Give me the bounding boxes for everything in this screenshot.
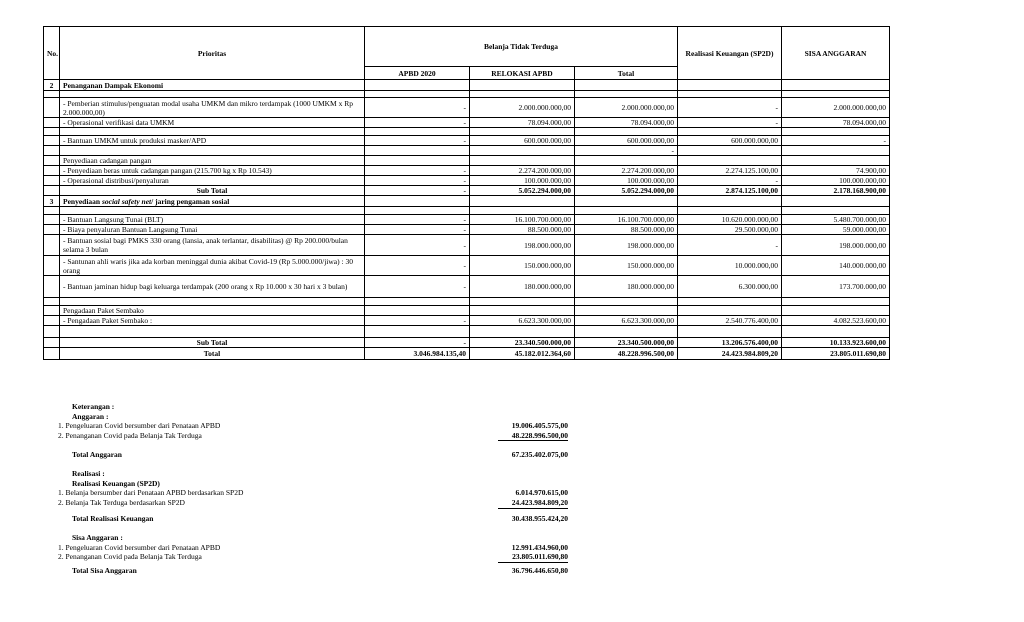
cell-relokasi: 23.340.500.000,00	[470, 338, 575, 348]
cell-relokasi: 198.000.000,00	[470, 235, 575, 256]
header-realisasi: Realisasi Keuangan (SP2D)	[678, 27, 782, 80]
cell-sisa: 5.480.700.000,00	[782, 215, 890, 225]
realisasi-sp2d-heading: Realisasi Keuangan (SP2D)	[72, 478, 160, 488]
table-row	[44, 225, 890, 235]
cell-apbd: -	[365, 186, 470, 196]
subtotal-label: Sub Total	[60, 186, 365, 196]
table-row	[44, 98, 890, 118]
header-sisa-anggaran: SISA ANGGARAN	[782, 27, 890, 80]
section-title: Penyediaan social safety net/ jaring pengaman sosial	[60, 196, 365, 207]
total-sisa-value: 36.796.446.650,80	[511, 565, 568, 575]
cell-relokasi: 6.623.300.000,00	[470, 316, 575, 326]
cell-total: 48.228.996.500,00	[575, 348, 678, 360]
total-sisa-label: Total Sisa Anggaran	[72, 565, 137, 575]
cell-sisa: 100.000.000,00	[782, 176, 890, 186]
cell-apbd: 3.046.984.135,40	[365, 348, 470, 360]
header-total: Total	[575, 67, 678, 80]
total-anggaran-label: Total Anggaran	[72, 449, 122, 459]
cell-sisa: 10.133.923.600,00	[782, 338, 890, 348]
cell-total: 88.500.000,00	[575, 225, 678, 235]
row-desc: - Biaya penyaluran Bantuan Langsung Tunai	[60, 225, 365, 235]
cell-apbd: -	[365, 98, 470, 118]
cell-relokasi: 2.274.200.000,00	[470, 166, 575, 176]
cell-apbd: -	[365, 338, 470, 348]
table-row	[44, 136, 890, 146]
cell-sisa: 2.178.168.900,00	[782, 186, 890, 196]
cell-total: 5.052.294.000,00	[575, 186, 678, 196]
note-line: 2. Penanganan Covid pada Belanja Tak Terduga	[58, 552, 202, 562]
cell-total: 180.000.000,00	[575, 276, 678, 298]
note-value: 19.006.405.575,00	[511, 421, 568, 431]
table-row	[44, 176, 890, 186]
grand-total-row	[44, 348, 890, 360]
section-title: Penanganan Dampak Ekonomi	[60, 80, 365, 91]
cell-apbd: -	[365, 166, 470, 176]
row-desc: - Bantuan Langsung Tunai (BLT)	[60, 215, 365, 225]
anggaran-heading: Anggaran :	[72, 411, 109, 421]
section-row	[44, 196, 890, 207]
cell-relokasi: 45.182.012.364,60	[470, 348, 575, 360]
cell-realisasi: 600.000.000,00	[678, 136, 782, 146]
row-desc: Penyediaan cadangan pangan	[60, 156, 365, 166]
budget-table	[43, 26, 890, 360]
note-value: 24.423.984.809,20	[498, 498, 568, 509]
cell-sisa: 173.700.000,00	[782, 276, 890, 298]
note-line: 1. Pengeluaran Covid bersumber dari Penataan APBD	[58, 542, 221, 552]
cell-total: 23.340.500.000,00	[575, 338, 678, 348]
cell-sisa: 78.094.000,00	[782, 118, 890, 128]
cell-realisasi: -	[678, 98, 782, 118]
cell-apbd: -	[365, 276, 470, 298]
cell-total: 16.100.700.000,00	[575, 215, 678, 225]
cell-sisa: 140.000.000,00	[782, 256, 890, 276]
section-no: 2	[44, 80, 60, 91]
cell-total: 198.000.000,00	[575, 235, 678, 256]
cell-total: 100.000.000,00	[575, 176, 678, 186]
subtotal-label: Sub Total	[60, 338, 365, 348]
keterangan-heading: Keterangan :	[72, 402, 115, 411]
header-belanja-tidak-terduga: Belanja Tidak Terduga	[365, 27, 678, 67]
cell-apbd: -	[365, 235, 470, 256]
cell-total: -	[575, 146, 678, 156]
note-line: 1. Pengeluaran Covid bersumber dari Penataan APBD	[58, 421, 221, 431]
cell-realisasi: -	[678, 118, 782, 128]
cell-realisasi: 29.500.000,00	[678, 225, 782, 235]
cell-relokasi: 600.000.000,00	[470, 136, 575, 146]
cell-realisasi: 2.874.125.100,00	[678, 186, 782, 196]
cell-realisasi: 10.000.000,00	[678, 256, 782, 276]
cell-apbd: -	[365, 136, 470, 146]
cell-sisa: -	[782, 136, 890, 146]
cell-realisasi: 24.423.984.809,20	[678, 348, 782, 360]
cell-relokasi: 2.000.000.000,00	[470, 98, 575, 118]
cell-sisa: 74.900,00	[782, 166, 890, 176]
cell-total: 6.623.300.000,00	[575, 316, 678, 326]
sisa-heading: Sisa Anggaran :	[72, 533, 123, 543]
grand-total-label: Total	[60, 348, 365, 360]
cell-relokasi: 5.052.294.000,00	[470, 186, 575, 196]
row-desc: - Operasional distribusi/penyaluran	[60, 176, 365, 186]
cell-total: 78.094.000,00	[575, 118, 678, 128]
row-desc: - Penyediaan beras untuk cadangan pangan (215.700 kg x Rp 10.543)	[60, 166, 365, 176]
cell-relokasi: 180.000.000,00	[470, 276, 575, 298]
cell-apbd: -	[365, 225, 470, 235]
note-line: 1. Belanja bersumber dari Penataan APBD berdasarkan SP2D	[58, 488, 244, 498]
row-desc: - Pemberian stimulus/penguatan modal usaha UMKM dan mikro terdampak (1000 UMKM x Rp 2.000.000,00)	[60, 98, 365, 118]
note-value: 23.805.011.690,80	[498, 552, 568, 563]
cell-realisasi: 2.540.776.400,00	[678, 316, 782, 326]
table-row	[44, 276, 890, 298]
cell-sisa: 4.082.523.600,00	[782, 316, 890, 326]
header-prioritas: Prioritas	[60, 27, 365, 80]
subtotal-row	[44, 338, 890, 348]
header-relokasi: RELOKASI APBD	[470, 67, 575, 80]
cell-relokasi: 88.500.000,00	[470, 225, 575, 235]
row-desc: - Bantuan UMKM untuk produksi masker/APD	[60, 136, 365, 146]
total-realisasi-value: 30.438.955.424,20	[511, 513, 568, 523]
note-value: 48.228.996.500,00	[498, 431, 568, 442]
cell-relokasi: 78.094.000,00	[470, 118, 575, 128]
cell-realisasi: -	[678, 235, 782, 256]
cell-realisasi: 10.620.000.000,00	[678, 215, 782, 225]
cell-sisa: 198.000.000,00	[782, 235, 890, 256]
note-value: 12.991.434.960,00	[511, 542, 568, 552]
cell-total: 600.000.000,00	[575, 136, 678, 146]
row-desc: - Bantuan jaminan hidup bagi keluarga terdampak (200 orang x Rp 10.000 x 30 hari x 3 bulan)	[60, 276, 365, 298]
header-no: No.	[44, 27, 60, 80]
table-row	[44, 316, 890, 326]
cell-sisa: 59.000.000,00	[782, 225, 890, 235]
cell-realisasi: -	[678, 176, 782, 186]
total-anggaran-value: 67.235.402.075,00	[511, 449, 568, 459]
cell-relokasi: 150.000.000,00	[470, 256, 575, 276]
row-desc: - Santunan ahli waris jika ada korban meninggal dunia akibat Covid-19 (Rp 5.000.000/jiwa) : 30 orang	[60, 256, 365, 276]
cell-apbd: -	[365, 118, 470, 128]
cell-total: 150.000.000,00	[575, 256, 678, 276]
cell-total: 2.000.000.000,00	[575, 98, 678, 118]
table-row	[44, 118, 890, 128]
cell-realisasi: 6.300.000,00	[678, 276, 782, 298]
cell-apbd: -	[365, 176, 470, 186]
cell-relokasi: 100.000.000,00	[470, 176, 575, 186]
table-row	[44, 235, 890, 256]
table-row	[44, 166, 890, 176]
cell-total: 2.274.200.000,00	[575, 166, 678, 176]
row-desc: - Operasional verifikasi data UMKM	[60, 118, 365, 128]
cell-apbd: -	[365, 256, 470, 276]
cell-sisa: 2.000.000.000,00	[782, 98, 890, 118]
section-no: 3	[44, 196, 60, 207]
header-apbd: APBD 2020	[365, 67, 470, 80]
realisasi-heading: Realisasi :	[72, 469, 105, 479]
note-value: 6.014.970.615,00	[515, 488, 568, 498]
cell-relokasi: 16.100.700.000,00	[470, 215, 575, 225]
cell-apbd: -	[365, 316, 470, 326]
section-row	[44, 80, 890, 91]
note-line: 2. Belanja Tak Terduga berdasarkan SP2D	[58, 497, 185, 507]
cell-realisasi: 13.206.576.400,00	[678, 338, 782, 348]
cell-realisasi: 2.274.125.100,00	[678, 166, 782, 176]
subtotal-row	[44, 186, 890, 196]
total-realisasi-label: Total Realisasi Keuangan	[72, 513, 154, 523]
row-desc: - Bantuan sosial bagi PMKS 330 orang (lansia, anak terlantar, disabilitas) @ Rp 200.000/bulan selama 3 bulan	[60, 235, 365, 256]
table-row	[44, 256, 890, 276]
table-row	[44, 215, 890, 225]
cell-sisa: 23.805.011.690,80	[782, 348, 890, 360]
row-desc: - Pengadaan Paket Sembako :	[60, 316, 365, 326]
row-desc: Pengadaan Paket Sembako	[60, 306, 365, 316]
note-line: 2. Penanganan Covid pada Belanja Tak Terduga	[58, 430, 202, 440]
cell-apbd: -	[365, 215, 470, 225]
